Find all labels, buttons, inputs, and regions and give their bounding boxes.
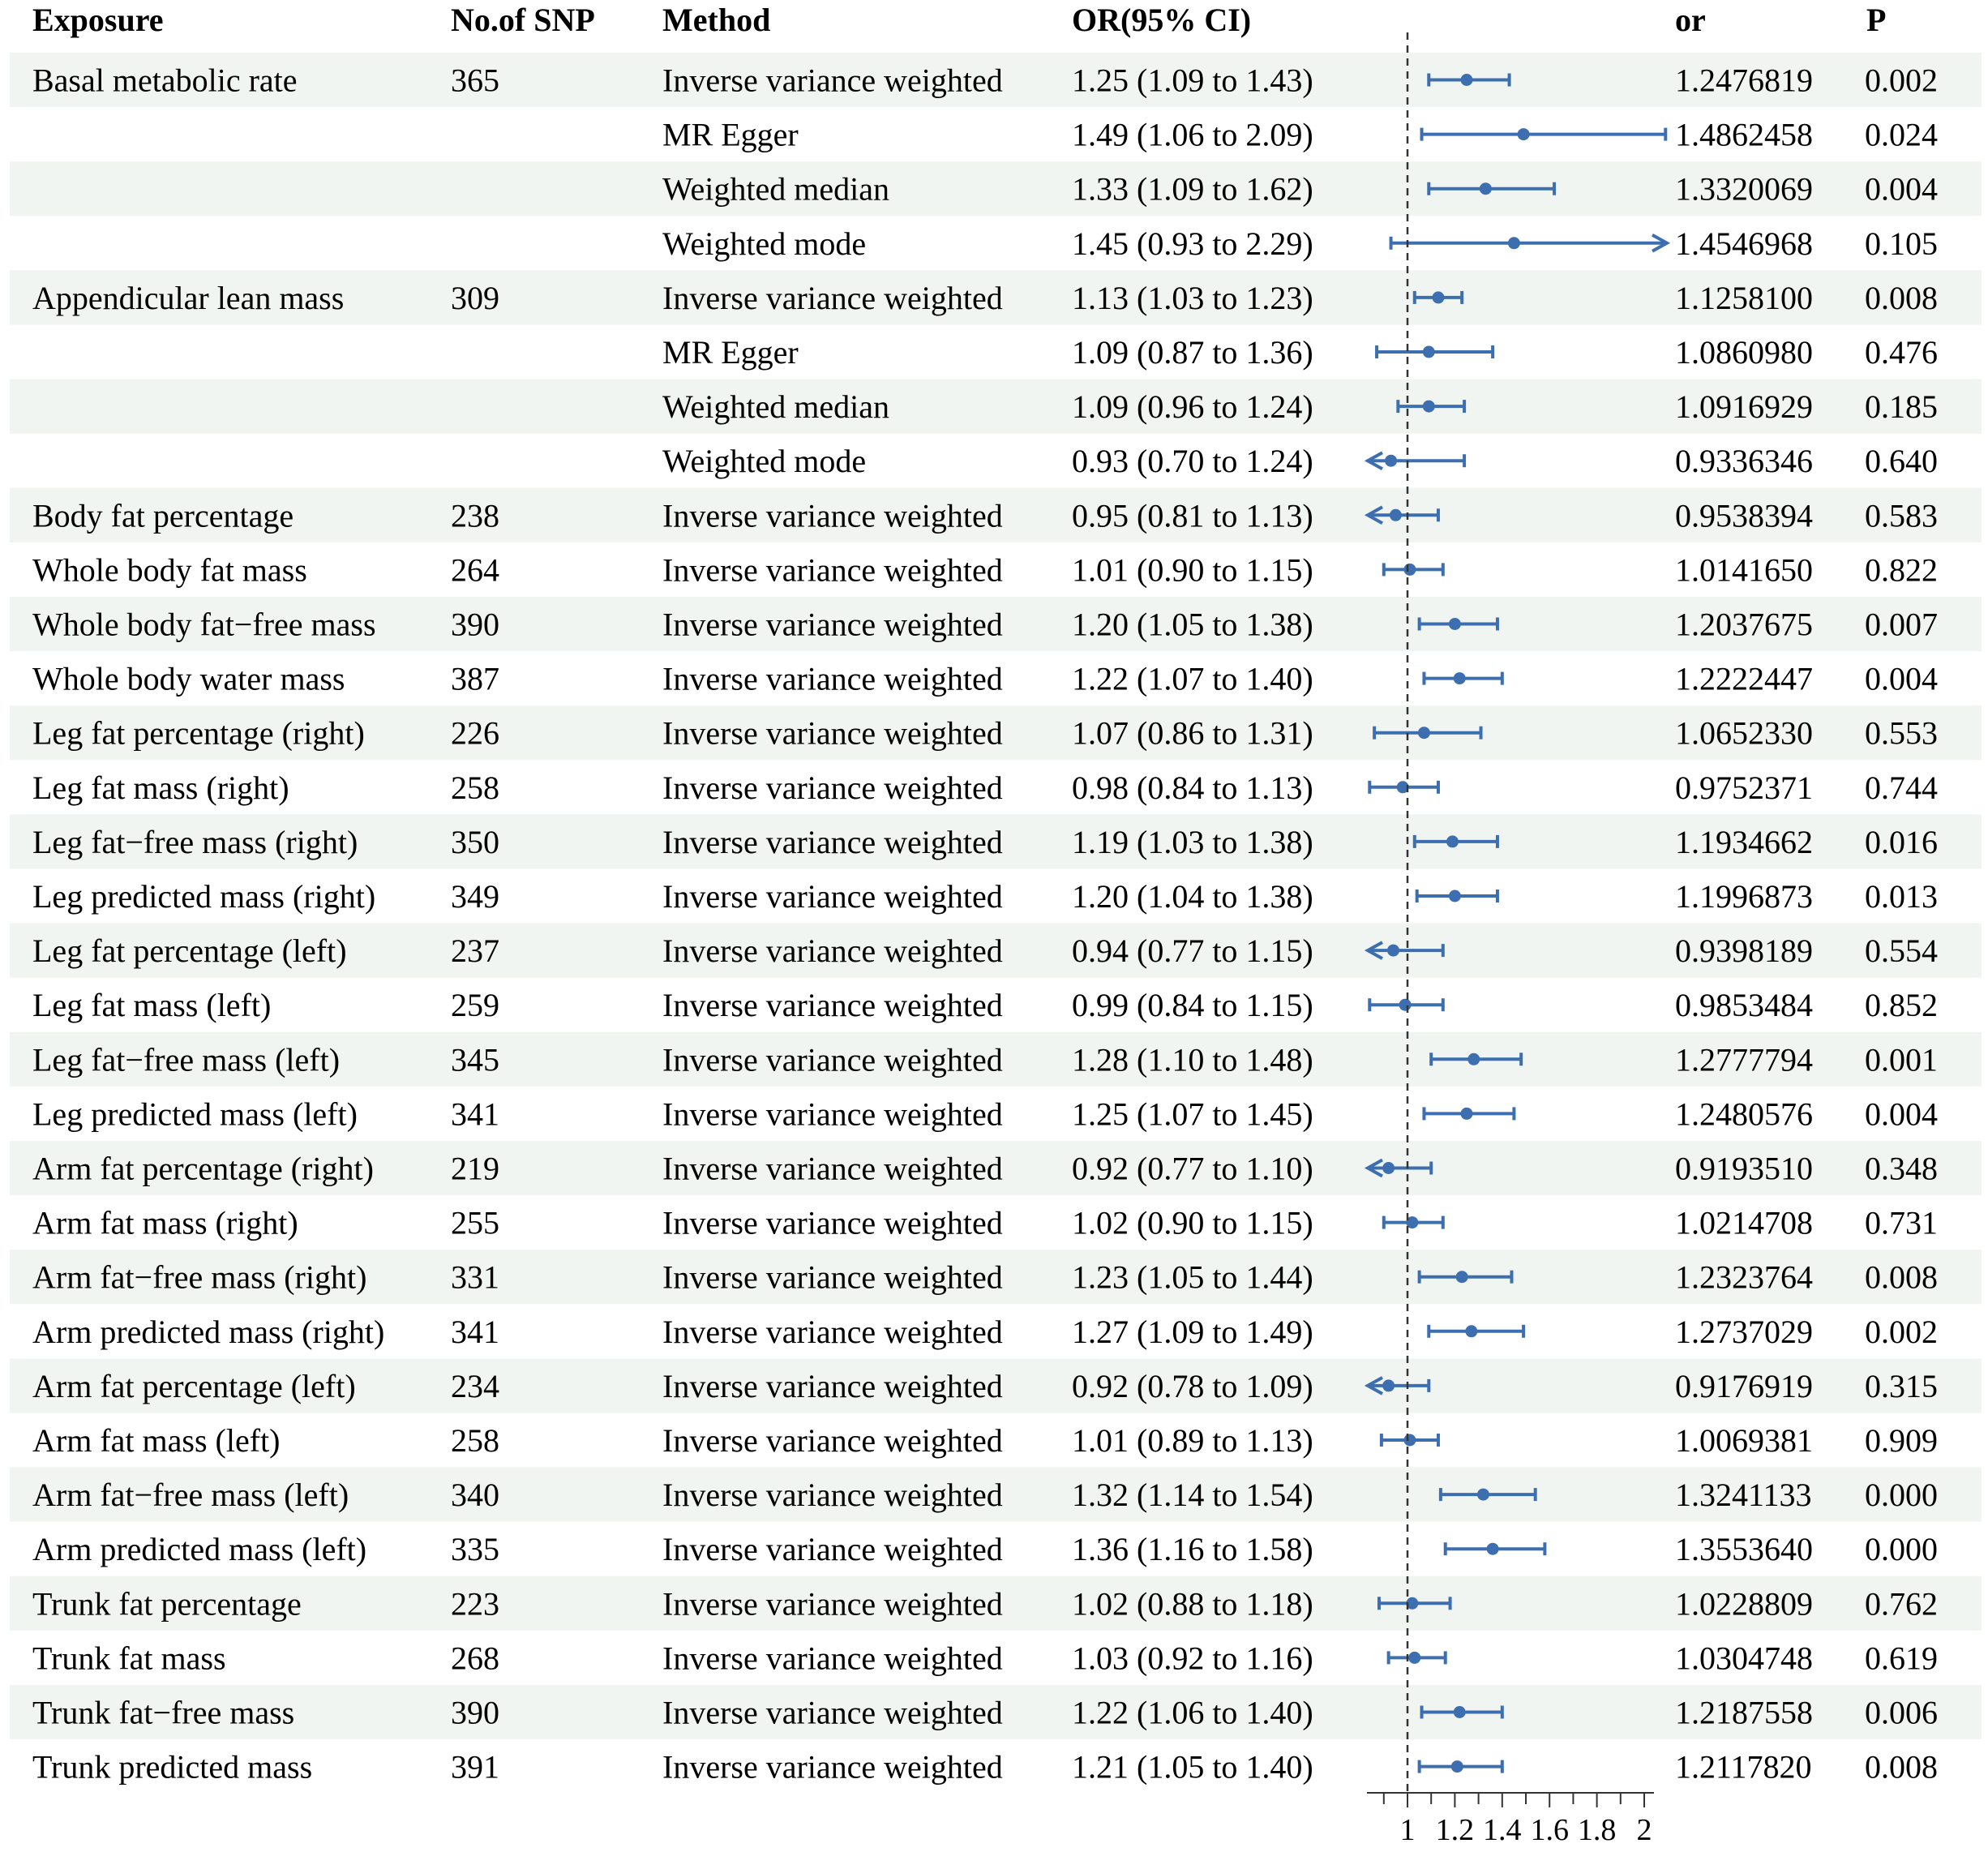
point-estimate — [1449, 890, 1461, 902]
cell-nsnp: 365 — [451, 62, 499, 99]
cell-or: 1.2037675 — [1675, 606, 1813, 643]
cell-exposure: Trunk fat−free mass — [32, 1694, 295, 1731]
cell-orci: 1.09 (0.96 to 1.24) — [1072, 388, 1313, 426]
cell-nsnp: 345 — [451, 1041, 499, 1078]
cell-method: Inverse variance weighted — [662, 1477, 1003, 1514]
cell-orci: 1.02 (0.88 to 1.18) — [1072, 1585, 1313, 1623]
header-p: P — [1866, 2, 1887, 38]
cell-method: Inverse variance weighted — [662, 62, 1003, 99]
cell-orci: 0.99 (0.84 to 1.15) — [1072, 987, 1313, 1024]
cell-or: 1.3320069 — [1675, 170, 1813, 208]
cell-exposure: Appendicular lean mass — [32, 279, 345, 316]
cell-exposure: Arm predicted mass (right) — [32, 1313, 385, 1350]
cell-or: 1.2476819 — [1675, 62, 1813, 99]
cell-exposure: Arm fat mass (right) — [32, 1204, 298, 1241]
cell-or: 1.4546968 — [1675, 225, 1813, 262]
cell-nsnp: 390 — [451, 1694, 499, 1731]
point-estimate — [1456, 1271, 1468, 1283]
cell-p: 0.105 — [1865, 225, 1938, 262]
cell-exposure: Leg fat mass (right) — [32, 769, 289, 806]
cell-or: 1.2117820 — [1675, 1748, 1812, 1786]
cell-or: 1.3241133 — [1675, 1477, 1812, 1514]
cell-nsnp: 390 — [451, 606, 499, 643]
cell-nsnp: 349 — [451, 878, 499, 915]
cell-orci: 1.02 (0.90 to 1.15) — [1072, 1204, 1313, 1241]
cell-p: 0.002 — [1865, 62, 1938, 99]
cell-method: Inverse variance weighted — [662, 714, 1003, 752]
header-orci: OR(95% CI) — [1072, 2, 1252, 38]
point-estimate — [1451, 1760, 1463, 1773]
cell-orci: 1.20 (1.04 to 1.38) — [1072, 878, 1313, 915]
cell-method: Weighted mode — [662, 443, 867, 480]
cell-method: Inverse variance weighted — [662, 1748, 1003, 1786]
cell-exposure: Whole body fat mass — [32, 551, 307, 589]
cell-nsnp: 238 — [451, 497, 499, 534]
point-estimate — [1399, 999, 1412, 1011]
cell-p: 0.004 — [1865, 170, 1938, 208]
cell-method: Weighted median — [662, 170, 890, 208]
cell-p: 0.762 — [1865, 1585, 1938, 1623]
axis-tick-label: 1.2 — [1435, 1813, 1475, 1847]
cell-or: 0.9176919 — [1675, 1367, 1813, 1404]
cell-exposure: Arm fat mass (left) — [32, 1422, 281, 1459]
point-estimate — [1467, 1053, 1480, 1065]
cell-exposure: Leg fat mass (left) — [32, 987, 272, 1024]
point-estimate — [1465, 1325, 1477, 1337]
point-estimate — [1446, 835, 1459, 847]
cell-orci: 1.33 (1.09 to 1.62) — [1072, 170, 1313, 208]
cell-nsnp: 259 — [451, 987, 499, 1024]
cell-nsnp: 258 — [451, 769, 499, 806]
point-estimate — [1461, 1108, 1473, 1120]
point-estimate — [1487, 1543, 1499, 1555]
cell-nsnp: 350 — [451, 823, 499, 860]
cell-p: 0.002 — [1865, 1313, 1938, 1350]
cell-or: 1.0860980 — [1675, 334, 1813, 371]
cell-exposure: Leg predicted mass (left) — [32, 1095, 358, 1133]
cell-p: 0.731 — [1865, 1204, 1938, 1241]
point-estimate — [1477, 1489, 1489, 1501]
cell-exposure: Arm predicted mass (left) — [32, 1531, 367, 1568]
cell-nsnp: 340 — [451, 1477, 499, 1514]
cell-method: Inverse variance weighted — [662, 987, 1003, 1024]
header-or: or — [1675, 2, 1706, 38]
cell-p: 0.744 — [1865, 769, 1938, 806]
cell-orci: 1.19 (1.03 to 1.38) — [1072, 823, 1313, 860]
cell-p: 0.553 — [1865, 714, 1938, 752]
cell-orci: 1.01 (0.89 to 1.13) — [1072, 1422, 1313, 1459]
cell-exposure: Arm fat−free mass (left) — [32, 1477, 349, 1514]
cell-or: 0.9538394 — [1675, 497, 1813, 534]
cell-method: Weighted mode — [662, 225, 867, 262]
cell-nsnp: 391 — [451, 1748, 499, 1786]
cell-p: 0.476 — [1865, 334, 1938, 371]
point-estimate — [1387, 945, 1399, 957]
cell-nsnp: 255 — [451, 1204, 499, 1241]
cell-method: Inverse variance weighted — [662, 1150, 1003, 1187]
cell-or: 1.1996873 — [1675, 878, 1813, 915]
cell-exposure: Leg fat−free mass (right) — [32, 823, 358, 860]
cell-method: Inverse variance weighted — [662, 823, 1003, 860]
cell-exposure: Trunk fat percentage — [32, 1585, 302, 1623]
cell-exposure: Leg predicted mass (right) — [32, 878, 376, 915]
cell-method: Inverse variance weighted — [662, 1585, 1003, 1623]
cell-p: 0.001 — [1865, 1041, 1938, 1078]
cell-nsnp: 258 — [451, 1422, 499, 1459]
cell-orci: 1.32 (1.14 to 1.54) — [1072, 1477, 1313, 1514]
point-estimate — [1403, 564, 1416, 576]
cell-or: 1.4862458 — [1675, 116, 1813, 153]
point-estimate — [1461, 74, 1473, 86]
cell-method: Inverse variance weighted — [662, 1041, 1003, 1078]
point-estimate — [1408, 1652, 1420, 1664]
cell-or: 1.0228809 — [1675, 1585, 1813, 1623]
cell-p: 0.008 — [1865, 279, 1938, 316]
cell-exposure: Leg fat percentage (left) — [32, 932, 347, 970]
cell-or: 0.9193510 — [1675, 1150, 1813, 1187]
point-estimate — [1454, 672, 1466, 684]
point-estimate — [1480, 182, 1492, 195]
cell-or: 0.9336346 — [1675, 443, 1813, 480]
cell-method: MR Egger — [662, 116, 799, 153]
cell-exposure: Basal metabolic rate — [32, 62, 298, 99]
cell-p: 0.554 — [1865, 932, 1938, 970]
cell-nsnp: 335 — [451, 1531, 499, 1568]
cell-orci: 1.36 (1.16 to 1.58) — [1072, 1531, 1313, 1568]
cell-p: 0.852 — [1865, 987, 1938, 1024]
cell-method: Inverse variance weighted — [662, 551, 1003, 589]
cell-method: Inverse variance weighted — [662, 932, 1003, 970]
cell-exposure: Body fat percentage — [32, 497, 294, 534]
cell-orci: 1.03 (0.92 to 1.16) — [1072, 1640, 1313, 1677]
cell-p: 0.004 — [1865, 660, 1938, 697]
axis-tick-label: 1.4 — [1483, 1813, 1522, 1847]
cell-p: 0.583 — [1865, 497, 1938, 534]
header-method: Method — [662, 2, 771, 38]
point-estimate — [1454, 1706, 1466, 1718]
cell-method: Weighted median — [662, 388, 890, 426]
cell-or: 1.3553640 — [1675, 1531, 1813, 1568]
cell-or: 1.0916929 — [1675, 388, 1813, 426]
cell-p: 0.909 — [1865, 1422, 1938, 1459]
cell-or: 1.1258100 — [1675, 279, 1813, 316]
point-estimate — [1508, 237, 1520, 249]
cell-or: 0.9752371 — [1675, 769, 1813, 806]
point-estimate — [1423, 346, 1435, 358]
point-estimate — [1382, 1162, 1395, 1174]
axis-tick-label: 1.8 — [1577, 1813, 1617, 1847]
cell-orci: 1.25 (1.09 to 1.43) — [1072, 62, 1313, 99]
point-estimate — [1449, 618, 1461, 630]
cell-method: Inverse variance weighted — [662, 878, 1003, 915]
cell-p: 0.006 — [1865, 1694, 1938, 1731]
cell-method: MR Egger — [662, 334, 799, 371]
header-exposure: Exposure — [32, 2, 164, 38]
cell-orci: 0.94 (0.77 to 1.15) — [1072, 932, 1313, 970]
axis-tick-label: 2 — [1636, 1813, 1652, 1847]
cell-nsnp: 234 — [451, 1367, 499, 1404]
cell-p: 0.619 — [1865, 1640, 1938, 1677]
cell-or: 1.2187558 — [1675, 1694, 1813, 1731]
cell-method: Inverse variance weighted — [662, 769, 1003, 806]
cell-or: 0.9853484 — [1675, 987, 1813, 1024]
point-estimate — [1432, 291, 1444, 303]
cell-exposure: Leg fat percentage (right) — [32, 714, 365, 752]
cell-method: Inverse variance weighted — [662, 1694, 1003, 1731]
cell-orci: 1.22 (1.07 to 1.40) — [1072, 660, 1313, 697]
cell-orci: 0.93 (0.70 to 1.24) — [1072, 443, 1313, 480]
cell-nsnp: 264 — [451, 551, 499, 589]
point-estimate — [1423, 401, 1435, 413]
cell-method: Inverse variance weighted — [662, 497, 1003, 534]
cell-p: 0.008 — [1865, 1258, 1938, 1296]
header-nsnp: No.of SNP — [451, 2, 595, 38]
cell-nsnp: 341 — [451, 1313, 499, 1350]
cell-or: 1.2480576 — [1675, 1095, 1813, 1133]
cell-p: 0.185 — [1865, 388, 1938, 426]
cell-nsnp: 309 — [451, 279, 499, 316]
cell-orci: 1.25 (1.07 to 1.45) — [1072, 1095, 1313, 1133]
cell-method: Inverse variance weighted — [662, 1204, 1003, 1241]
cell-p: 0.640 — [1865, 443, 1938, 480]
cell-p: 0.004 — [1865, 1095, 1938, 1133]
cell-exposure: Trunk fat mass — [32, 1640, 226, 1677]
cell-p: 0.315 — [1865, 1367, 1938, 1404]
cell-exposure: Arm fat percentage (left) — [32, 1367, 356, 1404]
point-estimate — [1418, 727, 1430, 739]
cell-p: 0.000 — [1865, 1477, 1938, 1514]
cell-or: 1.0141650 — [1675, 551, 1813, 589]
cell-method: Inverse variance weighted — [662, 279, 1003, 316]
cell-orci: 1.01 (0.90 to 1.15) — [1072, 551, 1313, 589]
axis-tick-label: 1 — [1399, 1813, 1416, 1847]
cell-method: Inverse variance weighted — [662, 660, 1003, 697]
cell-exposure: Whole body fat−free mass — [32, 606, 376, 643]
cell-or: 1.2777794 — [1675, 1041, 1813, 1078]
cell-orci: 1.21 (1.05 to 1.40) — [1072, 1748, 1313, 1786]
point-estimate — [1390, 509, 1402, 521]
point-estimate — [1382, 1379, 1395, 1391]
cell-method: Inverse variance weighted — [662, 1531, 1003, 1568]
cell-method: Inverse variance weighted — [662, 1640, 1003, 1677]
cell-or: 1.0069381 — [1675, 1422, 1813, 1459]
cell-p: 0.007 — [1865, 606, 1938, 643]
cell-orci: 0.98 (0.84 to 1.13) — [1072, 769, 1313, 806]
point-estimate — [1518, 128, 1530, 140]
cell-nsnp: 341 — [451, 1095, 499, 1133]
cell-nsnp: 226 — [451, 714, 499, 752]
cell-p: 0.013 — [1865, 878, 1938, 915]
cell-method: Inverse variance weighted — [662, 1095, 1003, 1133]
cell-orci: 0.92 (0.78 to 1.09) — [1072, 1367, 1313, 1404]
cell-method: Inverse variance weighted — [662, 1367, 1003, 1404]
cell-exposure: Arm fat percentage (right) — [32, 1150, 374, 1187]
cell-p: 0.008 — [1865, 1748, 1938, 1786]
cell-nsnp: 237 — [451, 932, 499, 970]
cell-orci: 1.45 (0.93 to 2.29) — [1072, 225, 1313, 262]
cell-orci: 0.92 (0.77 to 1.10) — [1072, 1150, 1313, 1187]
point-estimate — [1403, 1434, 1416, 1447]
cell-or: 1.2222447 — [1675, 660, 1813, 697]
cell-nsnp: 387 — [451, 660, 499, 697]
cell-or: 1.2323764 — [1675, 1258, 1813, 1296]
cell-or: 1.0214708 — [1675, 1204, 1813, 1241]
cell-or: 0.9398189 — [1675, 932, 1813, 970]
cell-orci: 1.07 (0.86 to 1.31) — [1072, 714, 1313, 752]
cell-orci: 1.20 (1.05 to 1.38) — [1072, 606, 1313, 643]
cell-orci: 1.23 (1.05 to 1.44) — [1072, 1258, 1313, 1296]
cell-p: 0.000 — [1865, 1531, 1938, 1568]
cell-method: Inverse variance weighted — [662, 1258, 1003, 1296]
cell-orci: 1.28 (1.10 to 1.48) — [1072, 1041, 1313, 1078]
cell-method: Inverse variance weighted — [662, 1313, 1003, 1350]
cell-exposure: Arm fat−free mass (right) — [32, 1258, 367, 1296]
cell-orci: 1.09 (0.87 to 1.36) — [1072, 334, 1313, 371]
cell-orci: 1.49 (1.06 to 2.09) — [1072, 116, 1313, 153]
cell-exposure: Trunk predicted mass — [32, 1748, 313, 1786]
cell-nsnp: 268 — [451, 1640, 499, 1677]
cell-orci: 0.95 (0.81 to 1.13) — [1072, 497, 1313, 534]
cell-orci: 1.27 (1.09 to 1.49) — [1072, 1313, 1313, 1350]
cell-or: 1.0304748 — [1675, 1640, 1813, 1677]
cell-orci: 1.22 (1.06 to 1.40) — [1072, 1694, 1313, 1731]
cell-p: 0.822 — [1865, 551, 1938, 589]
point-estimate — [1385, 455, 1397, 467]
cell-nsnp: 331 — [451, 1258, 499, 1296]
cell-or: 1.1934662 — [1675, 823, 1813, 860]
cell-orci: 1.13 (1.03 to 1.23) — [1072, 279, 1313, 316]
cell-p: 0.016 — [1865, 823, 1938, 860]
cell-p: 0.024 — [1865, 116, 1938, 153]
cell-nsnp: 219 — [451, 1150, 499, 1187]
cell-method: Inverse variance weighted — [662, 606, 1003, 643]
cell-p: 0.348 — [1865, 1150, 1938, 1187]
cell-or: 1.2737029 — [1675, 1313, 1813, 1350]
cell-exposure: Whole body water mass — [32, 660, 345, 697]
column-headers — [32, 2, 1886, 38]
cell-or: 1.0652330 — [1675, 714, 1813, 752]
cell-nsnp: 223 — [451, 1585, 499, 1623]
cell-exposure: Leg fat−free mass (left) — [32, 1041, 341, 1078]
axis-tick-label: 1.6 — [1530, 1813, 1569, 1847]
x-axis — [1367, 1793, 1654, 1847]
cell-method: Inverse variance weighted — [662, 1422, 1003, 1459]
